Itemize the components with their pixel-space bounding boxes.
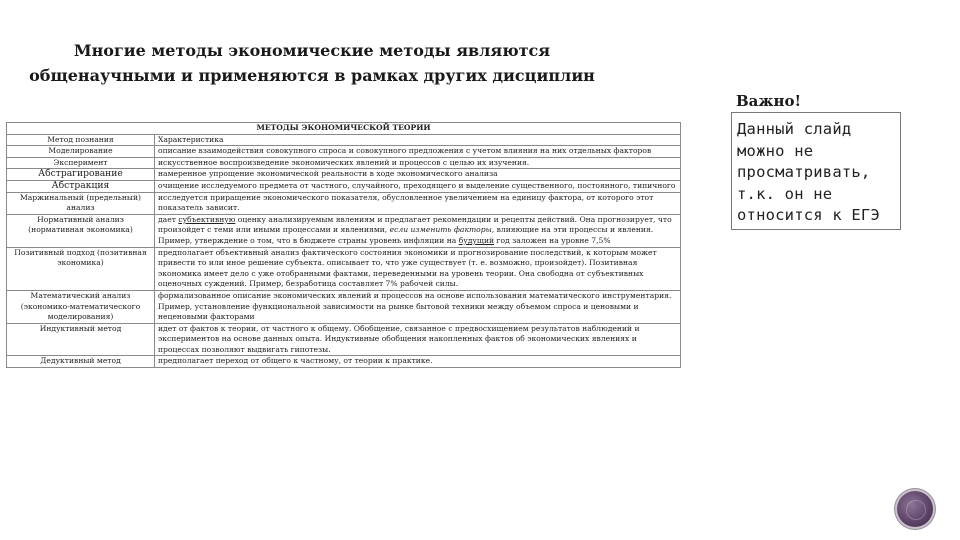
methods-table <box>6 122 681 368</box>
desc-line: формализованное описание экономических явлений и процессов на основе использования математического инструментария. <box>158 290 672 300</box>
table-row <box>7 290 681 323</box>
table-row <box>7 180 681 192</box>
row-desc: описание взаимодействия совокупного спроса и совокупного предложения с учетом влияния на них отдельных факторов <box>155 146 681 158</box>
desc-line: Пример, установление функциональной зависимости на рынке бытовой техники между объемом спроса и ценовыми и неценовыми факторами <box>158 301 639 322</box>
row-desc: идет от фактов к теории, от частного к общему. Обобщение, связанное с предвосхищением результатов наблюдений и экспериментов на основе данных опыта. Индуктивные обобщения накопленных фактов об экономических явлениях и процессах позволяют выдвигать гипотезы. <box>155 323 681 356</box>
table-row <box>7 247 681 290</box>
row-method: Моделирование <box>7 146 155 158</box>
table-row <box>7 356 681 368</box>
desc-part: , влияющие на эти процессы и явления. Пример, утверждение о том, что в бюджете страны уровень инфляции на <box>158 225 654 245</box>
table-row <box>7 214 681 247</box>
row-desc: очищение исследуемого предмета от частного, случайного, преходящего и выделение существенного, постоянного, типичного <box>155 180 681 192</box>
row-desc: предполагает объективный анализ фактического состояния экономики и прогнозирование последствий, к которым может привести то или иное решение субъекта. описывает то, что уже существует (т. е. возможно, произойдет). Позитивная экономика имеет дело с уже отобранными фактами, переведенными на уровень теории. Она свободна от субъективных оценочных суждений. Пример, безработица составляет 7% рабочей силы. <box>155 247 681 290</box>
table-row <box>7 323 681 356</box>
desc-part: год заложен на уровне 7,5% <box>494 235 611 245</box>
row-method: Абстрагирование <box>7 169 155 181</box>
desc-underlined: будущий <box>458 235 495 245</box>
row-method: Индуктивный метод <box>7 323 155 356</box>
table-row <box>7 169 681 181</box>
slide-title-line-1: Многие методы экономические методы являются <box>73 41 551 60</box>
row-method: Маржинальный (предельный) анализ <box>7 192 155 214</box>
row-desc <box>155 290 681 323</box>
desc-part: дает <box>158 214 179 224</box>
logo-icon <box>897 491 933 527</box>
row-method: Нормативный анализ (нормативная экономика) <box>7 214 155 247</box>
slide-title <box>22 38 602 88</box>
note-box: Данный слайд можно не просматривать, т.к. он не относится к ЕГЭ <box>731 112 901 230</box>
table-row <box>7 146 681 158</box>
row-desc <box>155 214 681 247</box>
desc-part: оценку анализируемым явлениям и предлагает рекомендации и рецепты действий. Она прогнозирует, что произойдет с теми или иными процессами и явлениями, <box>158 214 672 235</box>
row-method: Дедуктивный метод <box>7 356 155 368</box>
table-caption: МЕТОДЫ ЭКОНОМИЧЕСКОЙ ТЕОРИИ <box>7 123 681 135</box>
row-method: Эксперимент <box>7 157 155 169</box>
row-desc: искусственное воспроизведение экономических явлений и процессов с целью их изучения. <box>155 157 681 169</box>
row-method: Математический анализ (экономико-математического моделирования) <box>7 290 155 323</box>
row-method: Абстракция <box>7 180 155 192</box>
table-caption-row <box>7 123 681 135</box>
row-method: Позитивный подход (позитивная экономика) <box>7 247 155 290</box>
row-desc: намеренное упрощение экономической реальности в ходе экономического анализа <box>155 169 681 181</box>
row-desc: предполагает переход от общего к частному, от теории к практике. <box>155 356 681 368</box>
table-row <box>7 157 681 169</box>
slide-title-line-2: общенаучными и применяются в рамках других дисциплин <box>29 66 595 85</box>
header-characteristic: Характеристика <box>155 134 681 146</box>
table-header-row <box>7 134 681 146</box>
table-row <box>7 192 681 214</box>
header-method: Метод познания <box>7 134 155 146</box>
important-heading: Важно! <box>736 92 802 110</box>
desc-italic: если изменить факторы <box>389 225 492 235</box>
row-desc: исследуется приращение экономического показателя, обусловленное увеличением на единицу фактора, от которого этот показатель зависит. <box>155 192 681 214</box>
desc-underlined: субъективную <box>178 214 236 224</box>
